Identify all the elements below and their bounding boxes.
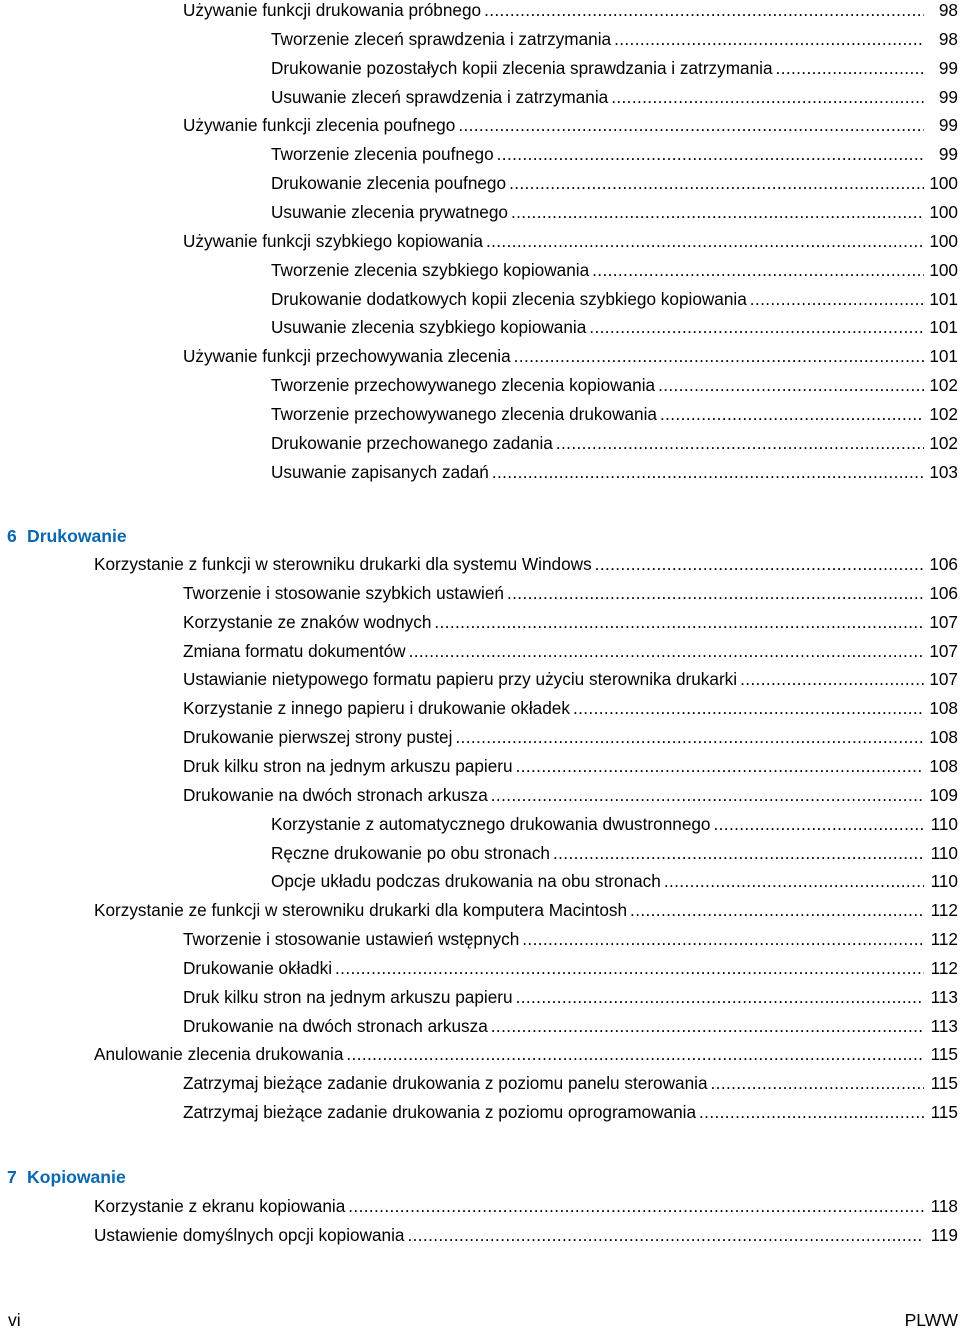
toc-entry-page: 99 (938, 57, 958, 78)
toc-entry-title: Tworzenie zlecenia szybkiego kopiowania (271, 259, 590, 280)
toc-entry[interactable] (271, 458, 958, 487)
toc-entry-page: 99 (938, 144, 958, 165)
toc-entry-page: 112 (930, 957, 958, 978)
toc-entry-page: 119 (930, 1224, 958, 1245)
toc-entry[interactable] (271, 83, 958, 112)
dot-leader (348, 1192, 924, 1221)
toc-entry-page: 107 (929, 669, 958, 690)
dot-leader (573, 694, 924, 723)
dot-leader (434, 608, 924, 637)
toc-entry-title: Drukowanie na dwóch stronach arkusza (183, 784, 488, 805)
dot-leader (335, 954, 924, 983)
toc-entry-page: 106 (929, 582, 958, 603)
chapter-heading-7 (7, 1162, 126, 1192)
dot-leader (750, 285, 924, 314)
dot-leader (486, 227, 924, 256)
dot-leader (516, 752, 924, 781)
toc-entry-title: Korzystanie z ekranu kopiowania (94, 1196, 346, 1216)
toc-entry[interactable] (94, 550, 958, 579)
toc-entry-title: Zmiana formatu dokumentów (183, 640, 406, 661)
toc-entry-page: 108 (929, 755, 958, 776)
toc-entry-title: Tworzenie zlecenia poufnego (271, 144, 494, 165)
toc-entry[interactable] (271, 54, 958, 83)
toc-entry-page: 108 (929, 698, 958, 719)
dot-leader (458, 111, 924, 140)
toc-entry-title: Tworzenie i stosowanie szybkich ustawień (183, 582, 504, 603)
toc-entry-title: Usuwanie zleceń sprawdzenia i zatrzymania (271, 86, 609, 107)
toc-entry-title: Drukowanie pierwszej strony pustej (183, 727, 453, 748)
dot-leader (516, 983, 924, 1012)
toc-entry-title: Drukowanie dodatkowych kopii zlecenia szybkiego kopiowania (271, 288, 747, 309)
toc-entry-page: 118 (930, 1196, 958, 1216)
toc-entry[interactable] (183, 665, 958, 694)
toc-entry-page: 98 (938, 28, 958, 49)
toc-entry-page: 113 (930, 986, 958, 1007)
toc-entry-page: 115 (930, 1044, 958, 1065)
toc-entry-title: Ustawienie domyślnych opcji kopiowania (94, 1224, 405, 1245)
toc-entry-page: 100 (929, 201, 958, 222)
dot-leader (497, 140, 924, 169)
toc-entry-page: 99 (938, 86, 958, 107)
toc-entry[interactable] (271, 313, 958, 342)
toc-entry[interactable] (271, 429, 958, 458)
dot-leader (699, 1098, 924, 1127)
toc-entry-page: 113 (930, 1015, 958, 1036)
dot-leader (346, 1040, 924, 1069)
toc-entry-title: Korzystanie z automatycznego drukowania dwustronnego (271, 813, 711, 834)
toc-entry-title: Zatrzymaj bieżące zadanie drukowania z poziomu panelu sterowania (183, 1073, 708, 1094)
dot-leader (595, 550, 924, 579)
dot-leader (484, 0, 924, 25)
toc-entry-page: 100 (929, 230, 958, 251)
toc-entry-page: 107 (929, 640, 958, 661)
dot-leader (611, 83, 924, 112)
toc-entry-title: Korzystanie z innego papieru i drukowanie okładek (183, 698, 570, 719)
toc-entry[interactable] (183, 954, 958, 983)
toc-entry-page: 110 (930, 871, 958, 892)
dot-leader (711, 1069, 924, 1098)
toc-entry-title: Korzystanie z funkcji w sterowniku drukarki dla systemu Windows (94, 554, 592, 574)
toc-entry[interactable] (271, 25, 958, 54)
toc-entry-title: Druk kilku stron na jednym arkuszu papieru (183, 986, 513, 1007)
dot-leader (658, 371, 924, 400)
toc-entry-title: Drukowanie zlecenia poufnego (271, 173, 507, 194)
toc-entry[interactable] (94, 1192, 958, 1221)
toc-entry-title: Drukowanie pozostałych kopii zlecenia sprawdzania i zatrzymania (271, 57, 773, 78)
toc-entry[interactable] (183, 608, 958, 637)
toc-entry-title: Tworzenie przechowywanego zlecenia drukowania (271, 403, 657, 424)
dot-leader (491, 781, 924, 810)
chapter-title: Kopiowanie (27, 1167, 126, 1187)
toc-entry[interactable] (271, 198, 958, 227)
footer-code: PLWW (904, 1310, 958, 1330)
toc-entry[interactable] (183, 1012, 958, 1041)
dot-leader (509, 169, 924, 198)
toc-entry-title: Usuwanie zlecenia prywatnego (271, 201, 508, 222)
toc-entry[interactable] (183, 781, 958, 810)
toc-entry-title: Drukowanie na dwóch stronach arkusza (183, 1015, 488, 1036)
toc-entry[interactable] (271, 169, 958, 198)
toc-entry-title: Anulowanie zlecenia drukowania (94, 1044, 344, 1065)
toc-entry[interactable] (183, 925, 958, 954)
toc-entry-page: 107 (929, 611, 958, 632)
toc-entry-page: 102 (929, 403, 958, 424)
dot-leader (553, 839, 924, 868)
dot-leader (592, 256, 924, 285)
toc-entry-title: Używanie funkcji szybkiego kopiowania (183, 230, 483, 251)
toc-entry-page: 108 (929, 727, 958, 748)
dot-leader (664, 867, 924, 896)
toc-entry[interactable] (271, 400, 958, 429)
toc-entry[interactable] (271, 839, 958, 868)
toc-entry[interactable] (94, 1040, 958, 1069)
toc-entry-title: Korzystanie ze znaków wodnych (183, 611, 432, 632)
toc-entry[interactable] (183, 637, 958, 666)
toc-entry-page: 98 (938, 0, 958, 20)
dot-leader (522, 925, 924, 954)
toc-entry-page: 101 (929, 288, 958, 309)
toc-entry-page: 100 (929, 259, 958, 280)
chapter-title: Drukowanie (27, 526, 127, 546)
toc-entry-title: Drukowanie przechowanego zadania (271, 432, 553, 453)
dot-leader (455, 723, 924, 752)
dot-leader (491, 1012, 924, 1041)
dot-leader (776, 54, 924, 83)
toc-entry-page: 112 (930, 929, 958, 950)
toc-entry[interactable] (183, 0, 958, 25)
footer-page-number: vi (8, 1310, 21, 1330)
toc-entry[interactable] (271, 256, 958, 285)
toc-entry-title: Zatrzymaj bieżące zadanie drukowania z poziomu oprogramowania (183, 1102, 697, 1123)
toc-entry-title: Używanie funkcji zlecenia poufnego (183, 115, 456, 136)
dot-leader (514, 342, 924, 371)
dot-leader (589, 313, 924, 342)
toc-entry[interactable] (271, 867, 958, 896)
toc-entry-title: Usuwanie zapisanych zadań (271, 461, 489, 482)
dot-leader (740, 665, 924, 694)
dot-leader (507, 579, 924, 608)
toc-entry-page: 109 (929, 784, 958, 805)
toc-entry[interactable] (183, 111, 958, 140)
toc-entry-title: Tworzenie przechowywanego zlecenia kopiowania (271, 375, 656, 396)
toc-entry[interactable] (183, 342, 958, 371)
toc-entry-title: Ustawianie nietypowego formatu papieru przy użyciu sterownika drukarki (183, 669, 738, 690)
toc-entry[interactable] (183, 983, 958, 1012)
toc-entry-title: Ręczne drukowanie po obu stronach (271, 842, 550, 863)
toc-entry[interactable] (183, 723, 958, 752)
toc-entry-title: Tworzenie i stosowanie ustawień wstępnych (183, 929, 520, 950)
dot-leader (714, 810, 925, 839)
toc-entry-title: Używanie funkcji przechowywania zlecenia (183, 346, 511, 367)
toc-entry-page: 115 (930, 1102, 958, 1123)
toc-entry-page: 103 (929, 461, 958, 482)
toc-entry[interactable] (271, 810, 958, 839)
toc-entry-page: 101 (929, 317, 958, 338)
toc-entry-title: Druk kilku stron na jednym arkuszu papieru (183, 755, 513, 776)
toc-entry[interactable] (183, 752, 958, 781)
dot-leader (556, 429, 924, 458)
toc-entry[interactable] (183, 227, 958, 256)
toc-entry-page: 110 (930, 813, 958, 834)
dot-leader (407, 1221, 924, 1250)
toc-entry[interactable] (183, 579, 958, 608)
toc-entry-title: Usuwanie zlecenia szybkiego kopiowania (271, 317, 587, 338)
chapter-number: 7 (7, 1167, 17, 1187)
toc-entry-page: 101 (929, 346, 958, 367)
dot-leader (511, 198, 924, 227)
toc-entry[interactable] (271, 371, 958, 400)
toc-entry[interactable] (183, 694, 958, 723)
toc-entry[interactable] (271, 285, 958, 314)
toc-entry-page: 102 (929, 375, 958, 396)
toc-entry[interactable] (94, 896, 958, 925)
toc-entry-page: 100 (929, 173, 958, 194)
toc-entry[interactable] (271, 140, 958, 169)
toc-entry-page: 99 (938, 115, 958, 136)
toc-entry-page: 110 (930, 842, 958, 863)
toc-entry-title: Drukowanie okładki (183, 957, 333, 978)
dot-leader (492, 458, 924, 487)
toc-entry-page: 112 (930, 900, 958, 921)
toc-entry-page: 106 (929, 554, 958, 574)
toc-entry-title: Używanie funkcji drukowania próbnego (183, 0, 482, 20)
toc-entry[interactable] (183, 1098, 958, 1127)
dot-leader (630, 896, 924, 925)
chapter-number: 6 (7, 526, 17, 546)
toc-entry[interactable] (94, 1221, 958, 1250)
toc-entry[interactable] (183, 1069, 958, 1098)
chapter-heading-6 (7, 521, 127, 551)
toc-entry-title: Opcje układu podczas drukowania na obu stronach (271, 871, 661, 892)
dot-leader (660, 400, 924, 429)
toc-entry-title: Korzystanie ze funkcji w sterowniku drukarki dla komputera Macintosh (94, 900, 628, 921)
toc-entry-page: 102 (929, 432, 958, 453)
toc-entry-title: Tworzenie zleceń sprawdzenia i zatrzymania (271, 28, 612, 49)
dot-leader (614, 25, 924, 54)
dot-leader (409, 637, 924, 666)
toc-entry-page: 115 (930, 1073, 958, 1094)
